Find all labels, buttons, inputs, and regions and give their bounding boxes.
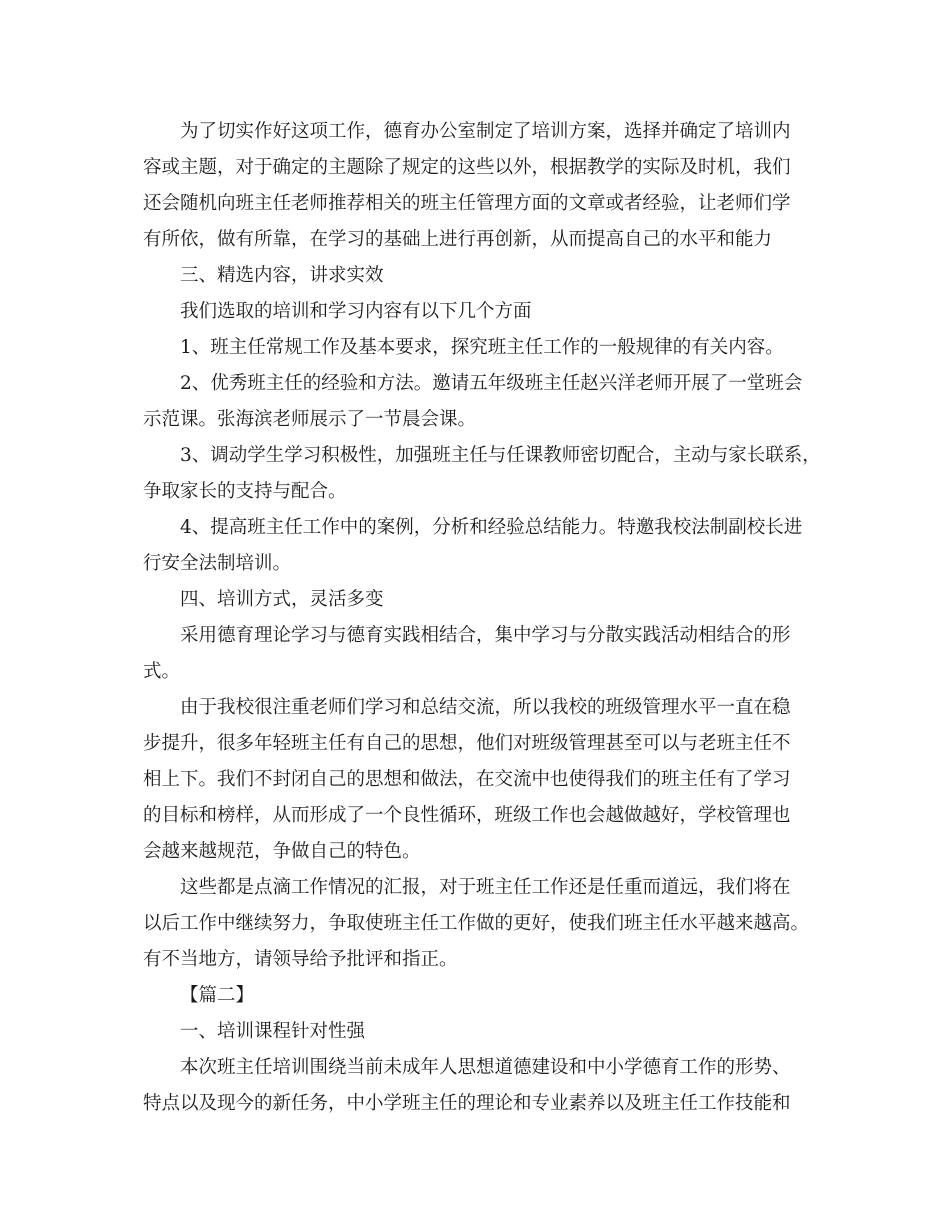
paragraph-line: 步提升，很多年轻班主任有自己的思想，他们对班级管理甚至可以与老班主任不 — [143, 733, 791, 754]
paragraph-line: 容或主题，对于确定的主题除了规定的这些以外，根据教学的实际及时机，我们 — [143, 157, 791, 178]
list-item-continuation: 争取家长的支持与配合。 — [143, 481, 347, 502]
list-item: 4、提高班主任工作中的案例，分析和经验总结能力。特邀我校法制副校长进 — [180, 517, 803, 538]
part-heading: 【篇二】 — [180, 985, 255, 1006]
paragraph-line: 本次班主任培训围绕当前未成年人思想道德建设和中小学德育工作的形势、 — [180, 1057, 791, 1078]
paragraph-line: 采用德育理论学习与德育实践相结合，集中学习与分散实践活动相结合的形 — [180, 625, 791, 646]
paragraph-line: 我们选取的培训和学习内容有以下几个方面 — [180, 301, 532, 322]
list-item: 1、班主任常规工作及基本要求，探究班主任工作的一般规律的有关内容。 — [180, 337, 784, 358]
section-heading: 三、精选内容，讲求实效 — [180, 265, 384, 286]
paragraph-line: 为了切实作好这项工作，德育办公室制定了培训方案，选择并确定了培训内 — [180, 121, 791, 142]
paragraph-line: 的目标和榜样，从而形成了一个良性循环，班级工作也会越做越好，学校管理也 — [143, 805, 791, 826]
paragraph-line: 由于我校很注重老师们学习和总结交流，所以我校的班级管理水平一直在稳 — [180, 697, 791, 718]
paragraph-line: 还会随机向班主任老师推荐相关的班主任管理方面的文章或者经验，让老师们学 — [143, 193, 791, 214]
list-item: 3、调动学生学习积极性，加强班主任与任课教师密切配合，主动与家长联系， — [180, 445, 821, 466]
paragraph-line: 有不当地方，请领导给予批评和指正。 — [143, 949, 458, 970]
paragraph-line: 有所依，做有所靠，在学习的基础上进行再创新，从而提高自己的水平和能力 — [143, 229, 773, 250]
paragraph-line: 相上下。我们不封闭自己的思想和做法，在交流中也使得我们的班主任有了学习 — [143, 769, 791, 790]
paragraph-line: 会越来越规范，争做自己的特色。 — [143, 841, 421, 862]
section-heading: 一、培训课程针对性强 — [180, 1021, 366, 1042]
paragraph-line: 以后工作中继续努力，争取使班主任工作做的更好，使我们班主任水平越来越高。 — [143, 913, 810, 934]
paragraph-line: 这些都是点滴工作情况的汇报，对于班主任工作还是任重而道远，我们将在 — [180, 877, 791, 898]
section-heading: 四、培训方式，灵活多变 — [180, 589, 384, 610]
paragraph-line: 式。 — [143, 661, 181, 682]
list-item-continuation: 示范课。张海滨老师展示了一节晨会课。 — [143, 409, 477, 430]
list-item: 2、优秀班主任的经验和方法。邀请五年级班主任赵兴洋老师开展了一堂班会 — [180, 373, 803, 394]
list-item-continuation: 行安全法制培训。 — [143, 553, 292, 574]
paragraph-line: 特点以及现今的新任务，中小学班主任的理论和专业素养以及班主任工作技能和 — [143, 1093, 791, 1114]
